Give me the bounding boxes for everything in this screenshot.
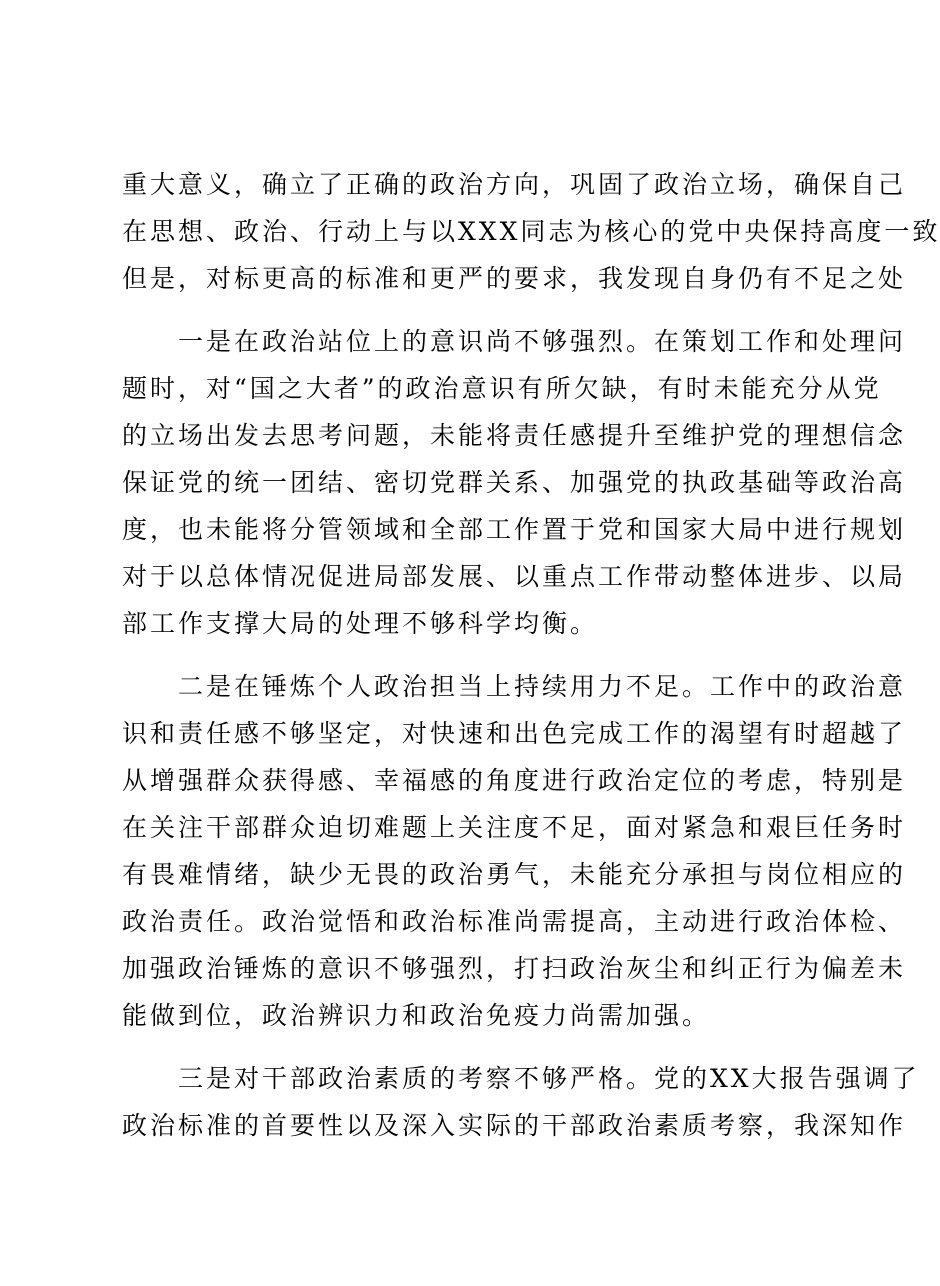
text-line: 二是在锤炼个人政治担当上持续用力不足。工作中的政治意 bbox=[178, 672, 907, 701]
paragraph-gap bbox=[122, 302, 802, 318]
text-line: 对于以总体情况促进局部发展、以重点工作带动整体进步、以局 bbox=[122, 562, 907, 591]
text-line: 在思想、政治、行动上与以XXX同志为核心的党中央保持高度一致 bbox=[122, 217, 940, 246]
paragraph-3 bbox=[122, 663, 907, 1039]
text-line: 识和责任感不够坚定，对快速和出色完成工作的渴望有时超越了 bbox=[122, 719, 907, 748]
text-line: 一是在政治站位上的意识尚不够强烈。在策划工作和处理问 bbox=[178, 327, 907, 356]
paragraph-1 bbox=[122, 161, 940, 302]
text-line: 三是对干部政治素质的考察不够严格。党的XX大报告强调了 bbox=[178, 1064, 920, 1093]
paragraph-gap bbox=[122, 1039, 802, 1055]
body-text bbox=[122, 161, 940, 1149]
text-line: 重大意义，确立了正确的政治方向，巩固了政治立场，确保自己 bbox=[122, 170, 907, 199]
text-line: 题时，对“国之大者”的政治意识有所欠缺，有时未能充分从党 bbox=[122, 374, 882, 403]
text-line: 的立场出发去思考问题，未能将责任感提升至维护党的理想信念 bbox=[122, 421, 907, 450]
text-line: 但是，对标更高的标准和更严的要求，我发现自身仍有不足之处 bbox=[122, 264, 907, 293]
text-line: 在关注干部群众迫切难题上关注度不足，面对紧急和艰巨任务时 bbox=[122, 813, 907, 842]
text-line: 部工作支撑大局的处理不够科学均衡。 bbox=[122, 609, 599, 638]
paragraph-2 bbox=[122, 318, 907, 647]
paragraph-4 bbox=[122, 1055, 920, 1149]
text-line: 保证党的统一团结、密切党群关系、加强党的执政基础等政治高 bbox=[122, 468, 907, 497]
text-line: 有畏难情绪，缺少无畏的政治勇气，未能充分承担与岗位相应的 bbox=[122, 860, 907, 889]
text-line: 加强政治锤炼的意识不够强烈，打扫政治灰尘和纠正行为偏差未 bbox=[122, 954, 907, 983]
text-line: 从增强群众获得感、幸福感的角度进行政治定位的考虑，特别是 bbox=[122, 766, 907, 795]
paragraph-gap bbox=[122, 647, 802, 663]
text-line: 能做到位，政治辨识力和政治免疫力尚需加强。 bbox=[122, 1001, 711, 1030]
text-line: 政治标准的首要性以及深入实际的干部政治素质考察，我深知作 bbox=[122, 1111, 907, 1140]
text-line: 政治责任。政治觉悟和政治标准尚需提高，主动进行政治体检、 bbox=[122, 907, 907, 936]
text-line: 度，也未能将分管领域和全部工作置于党和国家大局中进行规划 bbox=[122, 515, 907, 544]
